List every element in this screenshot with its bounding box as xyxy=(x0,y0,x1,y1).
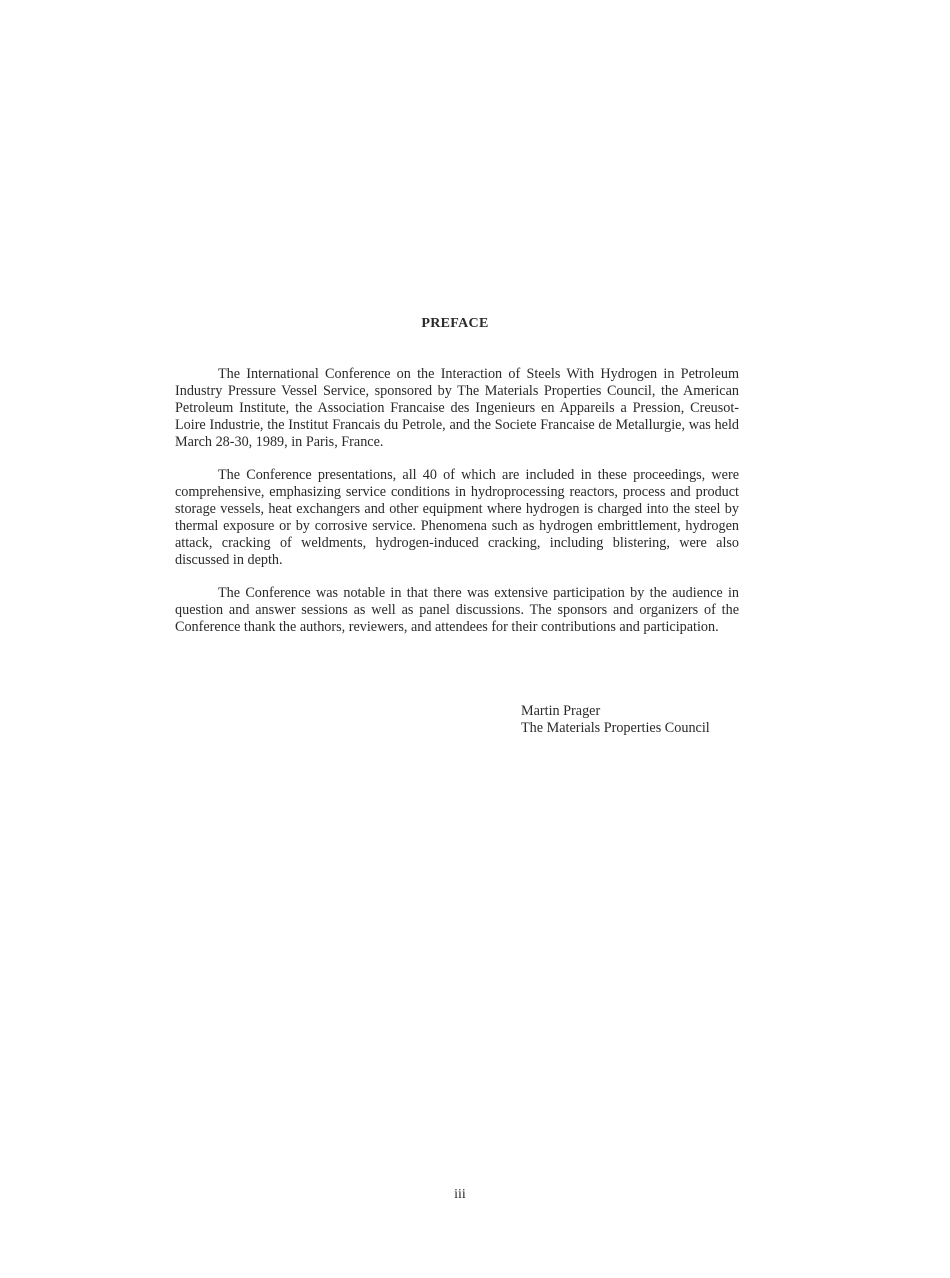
signature-name: Martin Prager xyxy=(521,703,601,719)
signature-organization: The Materials Properties Council xyxy=(521,720,710,736)
page-title: PREFACE xyxy=(421,316,489,331)
signature-block xyxy=(521,703,710,737)
preface-paragraph-2: The Conference presentations, all 40 of which are included in these proceedings, were comprehensive, emphasizing service conditions in hydroprocessing reactors, process and product storage vessels, heat exchangers and other equipment where hydrogen is charged into the steel by thermal exposure or by corrosive service. Phenomena such as hydrogen embrittlement, hydrogen attack, cracking of weldments, hydrogen-induced cracking, including blistering, were also discussed in depth. xyxy=(175,467,739,568)
page-number: iii xyxy=(454,1187,466,1202)
preface-paragraph-1: The International Conference on the Interaction of Steels With Hydrogen in Petroleum Industry Pressure Vessel Service, sponsored by The Materials Properties Council, the American Petroleum Institute, the Association Francaise des Ingenieurs en Appareils a Pression, Creusot-Loire Industrie, the Institut Francais du Petrole, and the Societe Francaise de Metallurgie, was held March 28-30, 1989, in Paris, France. xyxy=(175,366,739,450)
preface-paragraph-3: The Conference was notable in that there was extensive participation by the audience in question and answer sessions as well as panel discussions. The sponsors and organizers of the Conference thank the authors, reviewers, and attendees for their contributions and participation. xyxy=(175,585,739,635)
